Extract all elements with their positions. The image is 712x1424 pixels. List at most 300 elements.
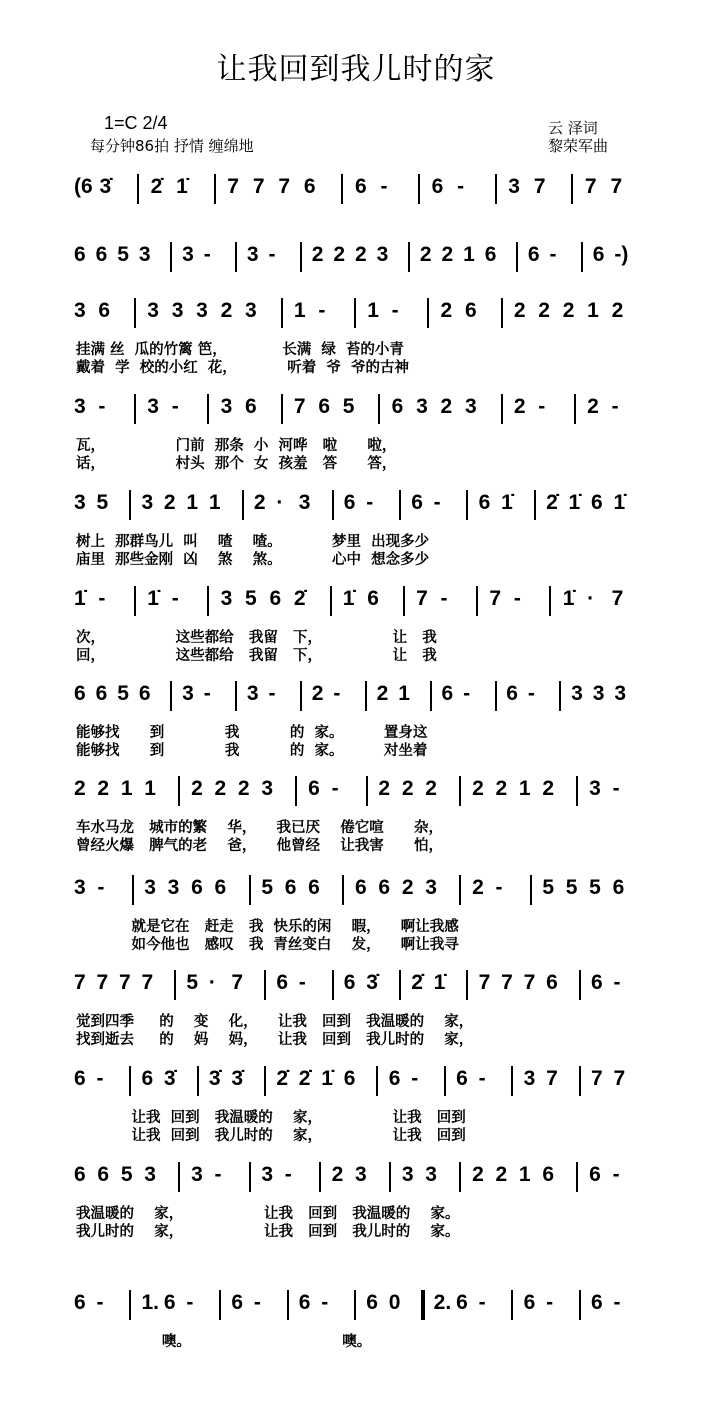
bar-line — [170, 681, 172, 711]
note: 6 — [411, 491, 423, 514]
note: 6 — [391, 395, 404, 418]
note: 3 — [246, 243, 259, 266]
note: 7 — [293, 395, 306, 418]
note: 1̇ — [74, 587, 86, 610]
note: - — [612, 1163, 620, 1186]
bar-line — [287, 1290, 289, 1320]
note: 2 — [440, 395, 453, 418]
bar-line — [354, 1290, 356, 1320]
note: 1̇ — [501, 491, 513, 514]
note: - — [171, 395, 179, 418]
bar-line — [403, 586, 405, 616]
bar-line — [421, 1290, 425, 1320]
note: · — [276, 491, 284, 514]
note: 6 — [95, 243, 108, 266]
note: 6 — [355, 175, 367, 198]
note: -) — [614, 243, 629, 266]
bar-line — [219, 1290, 221, 1320]
lyric-line: 觉到四季 的 变 化， 让我 回到 我温暖的 家， — [76, 1014, 474, 1030]
bar-line — [466, 970, 468, 1000]
note: - — [391, 299, 399, 322]
note: 7 — [478, 971, 491, 994]
note: 7 — [546, 1067, 558, 1090]
note: 6 — [308, 777, 320, 800]
note: 5 — [261, 876, 274, 899]
note: - — [268, 243, 276, 266]
note: 1 — [463, 243, 475, 266]
note: 7 — [74, 971, 86, 994]
note: 6 — [506, 682, 518, 705]
note: 6 — [591, 971, 603, 994]
note: 2 — [355, 243, 367, 266]
note: - — [333, 682, 341, 705]
note: 6 — [355, 876, 367, 899]
note: 3 — [182, 682, 194, 705]
bar-line — [574, 394, 576, 424]
note: 6 — [456, 1291, 468, 1314]
note: - — [463, 682, 471, 705]
bar-line — [427, 298, 429, 328]
note: 3̇ — [99, 175, 112, 198]
note: - — [380, 175, 388, 198]
bar-line — [281, 394, 283, 424]
note: 6 — [478, 491, 491, 514]
note: 7 — [610, 175, 623, 198]
bar-line — [249, 875, 251, 905]
note: 6 — [97, 1163, 110, 1186]
note: 2 — [331, 1163, 344, 1186]
lyric-line: 让我 回到 我儿时的 家， 让我 回到 — [76, 1128, 466, 1144]
lyric-line: 庙里 那些金刚 凶 煞 煞。 心中 想念多少 — [76, 552, 430, 568]
bar-line — [207, 394, 209, 424]
lyric-line: 能够找 到 我 的 家。 置身这 — [76, 725, 428, 741]
note: 5 — [96, 491, 109, 514]
bar-line — [530, 875, 532, 905]
bar-line — [170, 242, 172, 272]
note: 6 — [318, 395, 331, 418]
note: 3 — [144, 1163, 156, 1186]
note: 2 — [513, 395, 526, 418]
note: 3 — [196, 299, 208, 322]
note: - — [298, 971, 306, 994]
note: 5 — [542, 876, 555, 899]
note: 7 — [489, 587, 502, 610]
bar-line — [235, 681, 237, 711]
note: 2̇ — [298, 1067, 311, 1090]
bar-line — [134, 586, 136, 616]
bar-line — [129, 1290, 131, 1320]
bar-line — [178, 1162, 180, 1192]
note: 2 — [495, 777, 508, 800]
note: 2 — [419, 243, 432, 266]
note: 3 — [298, 491, 311, 514]
bar-line — [214, 174, 216, 204]
bar-line — [511, 1290, 513, 1320]
note: 7 — [523, 971, 536, 994]
note: 6 — [74, 682, 86, 705]
note: 3 — [523, 1067, 536, 1090]
note: - — [98, 587, 106, 610]
note: 3 — [138, 243, 151, 266]
bar-line — [319, 1162, 321, 1192]
note: 6 — [276, 971, 288, 994]
bar-line — [332, 970, 334, 1000]
note: 7 — [416, 587, 428, 610]
note: 6 — [343, 971, 356, 994]
note: 2 — [472, 1163, 484, 1186]
note: 7 — [278, 175, 291, 198]
note: 3̇ — [163, 1067, 176, 1090]
note: 5 — [245, 587, 257, 610]
note: 2 — [513, 299, 526, 322]
note: - — [457, 175, 465, 198]
bar-line — [332, 490, 334, 520]
bar-line — [365, 681, 367, 711]
note: 6 — [441, 682, 454, 705]
bar-line — [579, 1290, 581, 1320]
note: 6 — [367, 587, 379, 610]
note: - — [321, 1291, 329, 1314]
note: 6 — [269, 587, 282, 610]
note: 1 — [367, 299, 379, 322]
note: 5 — [120, 1163, 133, 1186]
note: 6 — [378, 876, 391, 899]
lyric-line: 树上 那群鸟儿 叫 喳 喳。 梦里 出现多少 — [76, 534, 430, 550]
note: 2 — [611, 299, 624, 322]
note: 6 — [592, 243, 605, 266]
bar-line — [549, 586, 551, 616]
note: 3 — [571, 682, 583, 705]
note: 3 — [220, 395, 233, 418]
bar-line — [264, 970, 266, 1000]
bar-line — [408, 242, 410, 272]
note: 2 — [253, 491, 266, 514]
note: 2̇ — [411, 971, 423, 994]
note: 5 — [117, 243, 129, 266]
bar-line — [534, 490, 536, 520]
note: 1 — [144, 777, 156, 800]
note: 3 — [355, 1163, 367, 1186]
page-title: 让我回到我儿时的家 — [216, 52, 496, 87]
note: 6 — [456, 1067, 468, 1090]
note: 5 — [342, 395, 355, 418]
composer-credit: 黎荣军曲 — [548, 137, 609, 155]
lyric-line: 曾经火爆 脾气的老 爸， 他曾经 让我害 怕， — [76, 838, 444, 854]
note: 6 — [464, 299, 477, 322]
bar-line — [476, 586, 478, 616]
note: - — [366, 491, 374, 514]
note: 0 — [388, 1291, 401, 1314]
note: 1 — [587, 299, 599, 322]
note: 6 — [431, 175, 444, 198]
bar-line — [342, 875, 344, 905]
note: 3 — [141, 491, 154, 514]
note: - — [495, 876, 503, 899]
note: 2 — [401, 876, 414, 899]
note: 2 — [472, 777, 484, 800]
note: 3 — [425, 1163, 437, 1186]
note: - — [433, 491, 441, 514]
lyric-line: 让我 回到 我温暖的 家， 让我 回到 — [76, 1110, 466, 1126]
note: 7 — [252, 175, 265, 198]
note: - — [253, 1291, 261, 1314]
note: - — [284, 1163, 292, 1186]
note: 1 — [398, 682, 410, 705]
note: 3 — [508, 175, 520, 198]
lyric-line: 就是它在 赶走 我 快乐的闲 暇， 啊让我感 — [76, 919, 459, 935]
lyric-line: 挂满 丝 瓜的竹篱 笆， 长满 绿 苔的小青 — [76, 342, 404, 358]
bar-line — [444, 1066, 446, 1096]
note: - — [96, 1067, 104, 1090]
lyric-line: 找到逝去 的 妈 妈， 让我 回到 我儿时的 家， — [76, 1032, 474, 1048]
note: 1 — [208, 491, 221, 514]
note: - — [513, 587, 521, 610]
bar-line — [495, 681, 497, 711]
note: 2 — [220, 299, 233, 322]
note: 5 — [565, 876, 578, 899]
note: 2 — [472, 876, 484, 899]
bar-line — [466, 490, 468, 520]
note: 5 — [117, 682, 129, 705]
note: - — [171, 587, 179, 610]
note: 6 — [74, 243, 86, 266]
note: - — [538, 395, 546, 418]
bar-line — [197, 1066, 199, 1096]
bar-line — [300, 681, 302, 711]
note: - — [98, 395, 106, 418]
note: - — [318, 299, 326, 322]
note: 6 — [231, 1291, 244, 1314]
bar-line — [579, 1066, 581, 1096]
note: 3 — [261, 777, 274, 800]
note: 2 — [401, 777, 414, 800]
bar-line — [330, 586, 332, 616]
note: 3̇ — [208, 1067, 221, 1090]
bar-line — [235, 242, 237, 272]
note: 2 — [311, 243, 324, 266]
note: 7 — [227, 175, 239, 198]
lyric-line: 车水马龙 城市的繁 华， 我已厌 倦它喧 杂， — [76, 820, 444, 836]
note: - — [96, 1291, 104, 1314]
note: 7 — [231, 971, 244, 994]
note: - — [440, 587, 448, 610]
note: 6 — [484, 243, 497, 266]
note: 6 — [523, 1291, 536, 1314]
note: - — [97, 876, 105, 899]
note: 3 — [401, 1163, 414, 1186]
bar-line — [366, 776, 368, 806]
note: - — [411, 1067, 419, 1090]
note: 2̇ — [276, 1067, 288, 1090]
note: 7 — [611, 587, 624, 610]
note: 3 — [74, 299, 86, 322]
note: 3 — [589, 777, 601, 800]
lyric-line: 话， 村头 那个 女 孩羞 答 答， — [76, 456, 397, 472]
note: 2̇ — [293, 587, 306, 610]
bar-line — [579, 970, 581, 1000]
bar-line — [581, 242, 583, 272]
note: 6 — [388, 1067, 401, 1090]
note: 3 — [246, 682, 259, 705]
note: 1. — [141, 1291, 159, 1314]
note: 2 — [333, 243, 346, 266]
note: 1 — [293, 299, 306, 322]
note: 1̇ — [613, 491, 626, 514]
note: 3 — [220, 587, 233, 610]
note: 3 — [245, 299, 257, 322]
note: 2 — [495, 1163, 508, 1186]
note: 1̇ — [562, 587, 575, 610]
bar-line — [281, 298, 283, 328]
note: 2 — [214, 777, 227, 800]
note: 7 — [613, 1067, 626, 1090]
note: 6 — [95, 682, 108, 705]
note: - — [611, 395, 619, 418]
note: 3 — [147, 395, 159, 418]
note: - — [203, 243, 211, 266]
note: 2 — [440, 299, 453, 322]
note: 2 — [425, 777, 437, 800]
note: 6 — [591, 491, 603, 514]
note: 2 — [376, 682, 389, 705]
note: 2 — [97, 777, 110, 800]
note: 7 — [501, 971, 513, 994]
key-signature: 1=C 2/4 — [104, 113, 168, 133]
note: (6 — [74, 175, 93, 198]
note: - — [613, 1291, 621, 1314]
bar-line — [501, 298, 503, 328]
note: 1̇ — [433, 971, 446, 994]
bar-line — [399, 490, 401, 520]
note: 2 — [191, 777, 203, 800]
note: 6 — [284, 876, 297, 899]
bar-line — [501, 394, 503, 424]
note: 2 — [74, 777, 86, 800]
note: - — [331, 777, 339, 800]
note: 6 — [343, 1067, 356, 1090]
note: 6 — [298, 1291, 311, 1314]
bar-line — [459, 875, 461, 905]
note: 1̇ — [342, 587, 355, 610]
note: - — [527, 682, 535, 705]
note: 3 — [74, 876, 86, 899]
bar-line — [559, 681, 561, 711]
lyric-line: 如今他也 感叹 我 青丝变白 发， 啊让我寻 — [76, 937, 459, 953]
bar-line — [178, 776, 180, 806]
note: 6 — [141, 1067, 154, 1090]
bar-line — [354, 298, 356, 328]
note: 3 — [167, 876, 180, 899]
note: 3 — [182, 243, 194, 266]
note: 2 — [237, 777, 250, 800]
bar-line — [134, 298, 136, 328]
note: - — [203, 682, 211, 705]
bar-line — [399, 970, 401, 1000]
note: 3̇ — [366, 971, 378, 994]
note: 2 — [538, 299, 550, 322]
note: 6 — [308, 876, 320, 899]
note: 6 — [303, 175, 316, 198]
note: 7 — [584, 175, 597, 198]
lyric-line: 回， 这些都给 我留 下， 让 我 — [76, 648, 437, 664]
bar-line — [242, 490, 244, 520]
note: 2 — [441, 243, 454, 266]
bar-line — [516, 242, 518, 272]
note: 6 — [245, 395, 257, 418]
note: 1̇ — [147, 587, 159, 610]
note: 6 — [527, 243, 540, 266]
lyric-line: 瓦， 门前 那条 小 河哗 啦 啦， — [76, 438, 397, 454]
note: 3 — [464, 395, 477, 418]
lyric-line: 我温暖的 家， 让我 回到 我温暖的 家。 — [76, 1206, 460, 1222]
note: 5 — [186, 971, 199, 994]
note: 3 — [416, 395, 428, 418]
note: - — [478, 1291, 486, 1314]
note: - — [612, 777, 620, 800]
note: 3 — [592, 682, 605, 705]
note: 2 — [311, 682, 324, 705]
bar-line — [134, 394, 136, 424]
note: 2 — [587, 395, 599, 418]
note: 3 — [376, 243, 389, 266]
bar-line — [378, 394, 380, 424]
lyric-line: 戴着 学 校的小红 花， 听着 爷 爷的古神 — [76, 360, 409, 376]
note: 7 — [96, 971, 109, 994]
note: 2. — [433, 1291, 452, 1314]
bar-line — [511, 1066, 513, 1096]
note: 2 — [163, 491, 176, 514]
note: 6 — [138, 682, 151, 705]
note: 7 — [533, 175, 546, 198]
lyric-line: 噢。 噢。 — [76, 1334, 372, 1350]
note: 6 — [591, 1291, 603, 1314]
bar-line — [132, 875, 134, 905]
note: - — [214, 1163, 222, 1186]
bar-line — [300, 242, 302, 272]
bar-line — [341, 174, 343, 204]
note: - — [613, 971, 621, 994]
note: 3̇ — [231, 1067, 244, 1090]
note: 7 — [591, 1067, 603, 1090]
note: 6 — [74, 1291, 86, 1314]
bar-line — [576, 776, 578, 806]
note: 6 — [366, 1291, 378, 1314]
note: 3 — [74, 491, 86, 514]
note: 2 — [378, 777, 391, 800]
note: 3 — [147, 299, 159, 322]
note: 5 — [589, 876, 601, 899]
note: · — [208, 971, 216, 994]
note: 6 — [612, 876, 625, 899]
note: 3 — [191, 1163, 203, 1186]
note: - — [186, 1291, 194, 1314]
note: 6 — [214, 876, 227, 899]
note: 6 — [542, 1163, 555, 1186]
bar-line — [174, 970, 176, 1000]
note: 1 — [120, 777, 133, 800]
note: 6 — [74, 1067, 86, 1090]
note: 3 — [171, 299, 184, 322]
lyric-line: 次， 这些都给 我留 下， 让 我 — [76, 630, 437, 646]
bar-line — [376, 1066, 378, 1096]
note: - — [549, 243, 557, 266]
note: - — [268, 682, 276, 705]
bar-line — [137, 174, 139, 204]
note: 7 — [118, 971, 131, 994]
note: 6 — [98, 299, 111, 322]
note: 6 — [343, 491, 356, 514]
note: 6 — [163, 1291, 176, 1314]
